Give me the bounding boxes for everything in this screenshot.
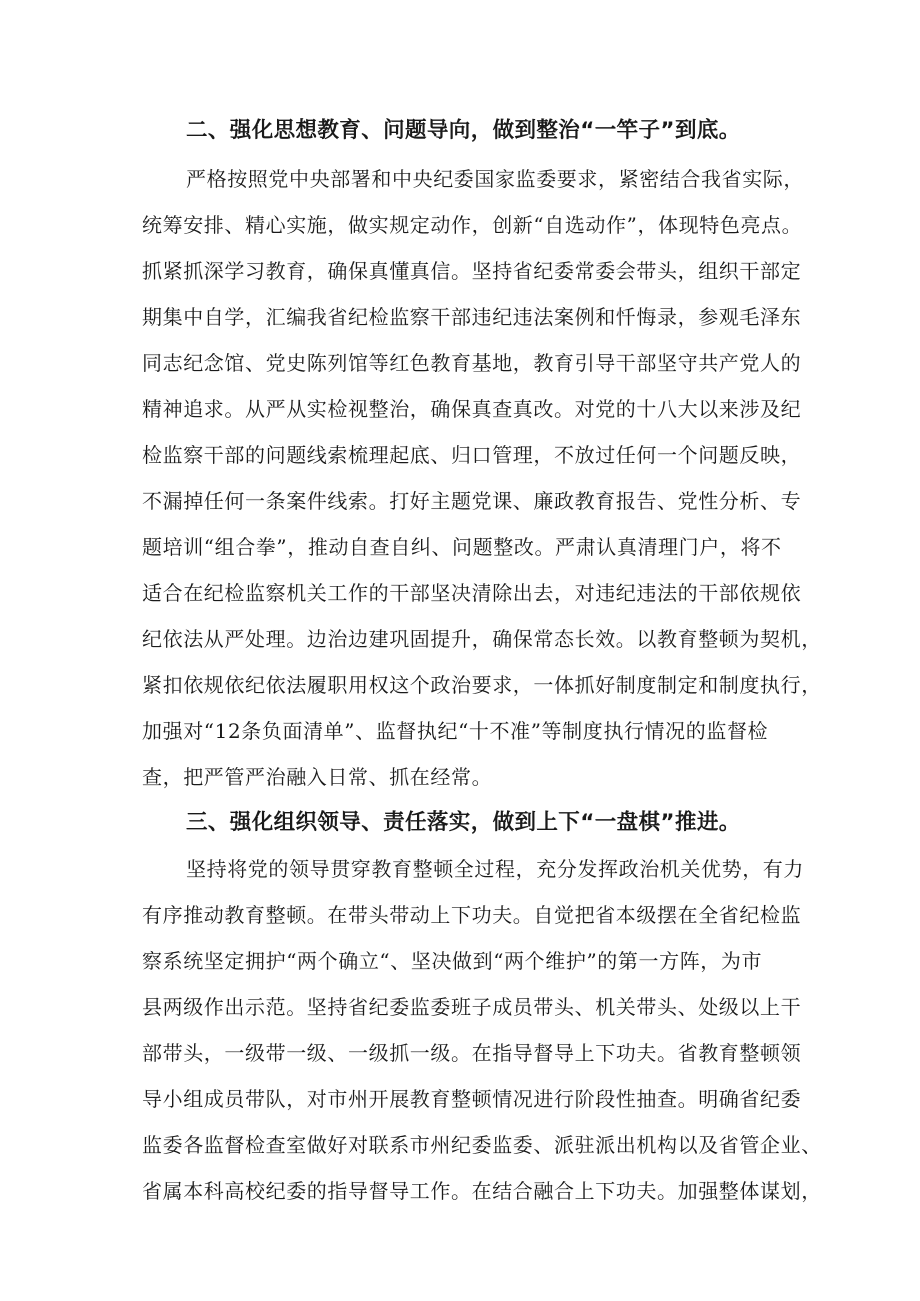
paragraph-line: 部带头，一级带一级、一级抓一级。在指导督导上下功夫。省教育整顿领	[142, 1041, 802, 1065]
paragraph-line: 纪依法从严处理。边治边建巩固提升，确保常态长效。以教育整顿为契机，	[142, 627, 822, 651]
paragraph-line: 监委各监督检查室做好对联系市州纪委监委、派驻派出机构以及省管企业、	[142, 1133, 822, 1157]
paragraph-line: 检监察干部的问题线索梳理起底、归口管理，不放过任何一个问题反映，	[142, 443, 802, 467]
paragraph-line: 导小组成员带队，对市州开展教育整顿情况进行阶段性抽查。明确省纪委	[142, 1087, 802, 1111]
paragraph-line: 查，把严管严治融入日常、抓在经常。	[142, 765, 493, 789]
paragraph-line: 严格按照党中央部署和中央纪委国家监委要求，紧密结合我省实际，	[186, 167, 804, 191]
paragraph-line: 紧扣依规依纪依法履职用权这个政治要求，一体抓好制度制定和制度执行，	[142, 673, 822, 697]
paragraph-line: 察系统坚定拥护“两个确立“、坚决做到“两个维护”的第一方阵，为市	[142, 949, 763, 973]
paragraph-line: 适合在纪检监察机关工作的干部坚决清除出去，对违纪违法的干部依规依	[142, 581, 802, 605]
paragraph-line: 同志纪念馆、党史陈列馆等红色教育基地，教育引导干部坚守共产党人的	[142, 351, 802, 375]
paragraph-line: 县两级作出示范。坚持省纪委监委班子成员带头、机关带头、处级以上干	[142, 995, 802, 1019]
paragraph-line: 坚持将党的领导贯穿教育整顿全过程，充分发挥政治机关优势，有力	[186, 857, 804, 881]
paragraph-line: 抓紧抓深学习教育，确保真懂真信。坚持省纪委常委会带头，组织干部定	[142, 259, 802, 283]
paragraph-line: 题培训“组合拳”，推动自查自纠、问题整改。严肃认真清理门户，将不	[142, 535, 782, 559]
paragraph-line: 统筹安排、精心实施，做实规定动作，创新“自选动作”，体现特色亮点。	[142, 213, 803, 237]
paragraph-line: 期集中自学，汇编我省纪检监察干部违纪违法案例和忏悔录，参观毛泽东	[142, 305, 802, 329]
paragraph-line: 精神追求。从严从实检视整治，确保真查真改。对党的十八大以来涉及纪	[142, 397, 802, 421]
section-heading: 三、强化组织领导、责任落实，做到上下“一盘棋”推进。	[186, 810, 741, 835]
paragraph-line: 不漏掉任何一条案件线索。打好主题党课、廉政教育报告、党性分析、专	[142, 489, 802, 513]
section-heading: 二、强化思想教育、问题导向，做到整治“一竿子”到底。	[186, 118, 741, 143]
paragraph-line: 加强对“12条负面清单”、监督执纪“十不准”等制度执行情况的监督检	[142, 719, 769, 743]
paragraph-line: 省属本科高校纪委的指导督导工作。在结合融合上下功夫。加强整体谋划，	[142, 1179, 822, 1203]
paragraph-line: 有序推动教育整顿。在带头带动上下功夫。自觉把省本级摆在全省纪检监	[142, 903, 802, 927]
